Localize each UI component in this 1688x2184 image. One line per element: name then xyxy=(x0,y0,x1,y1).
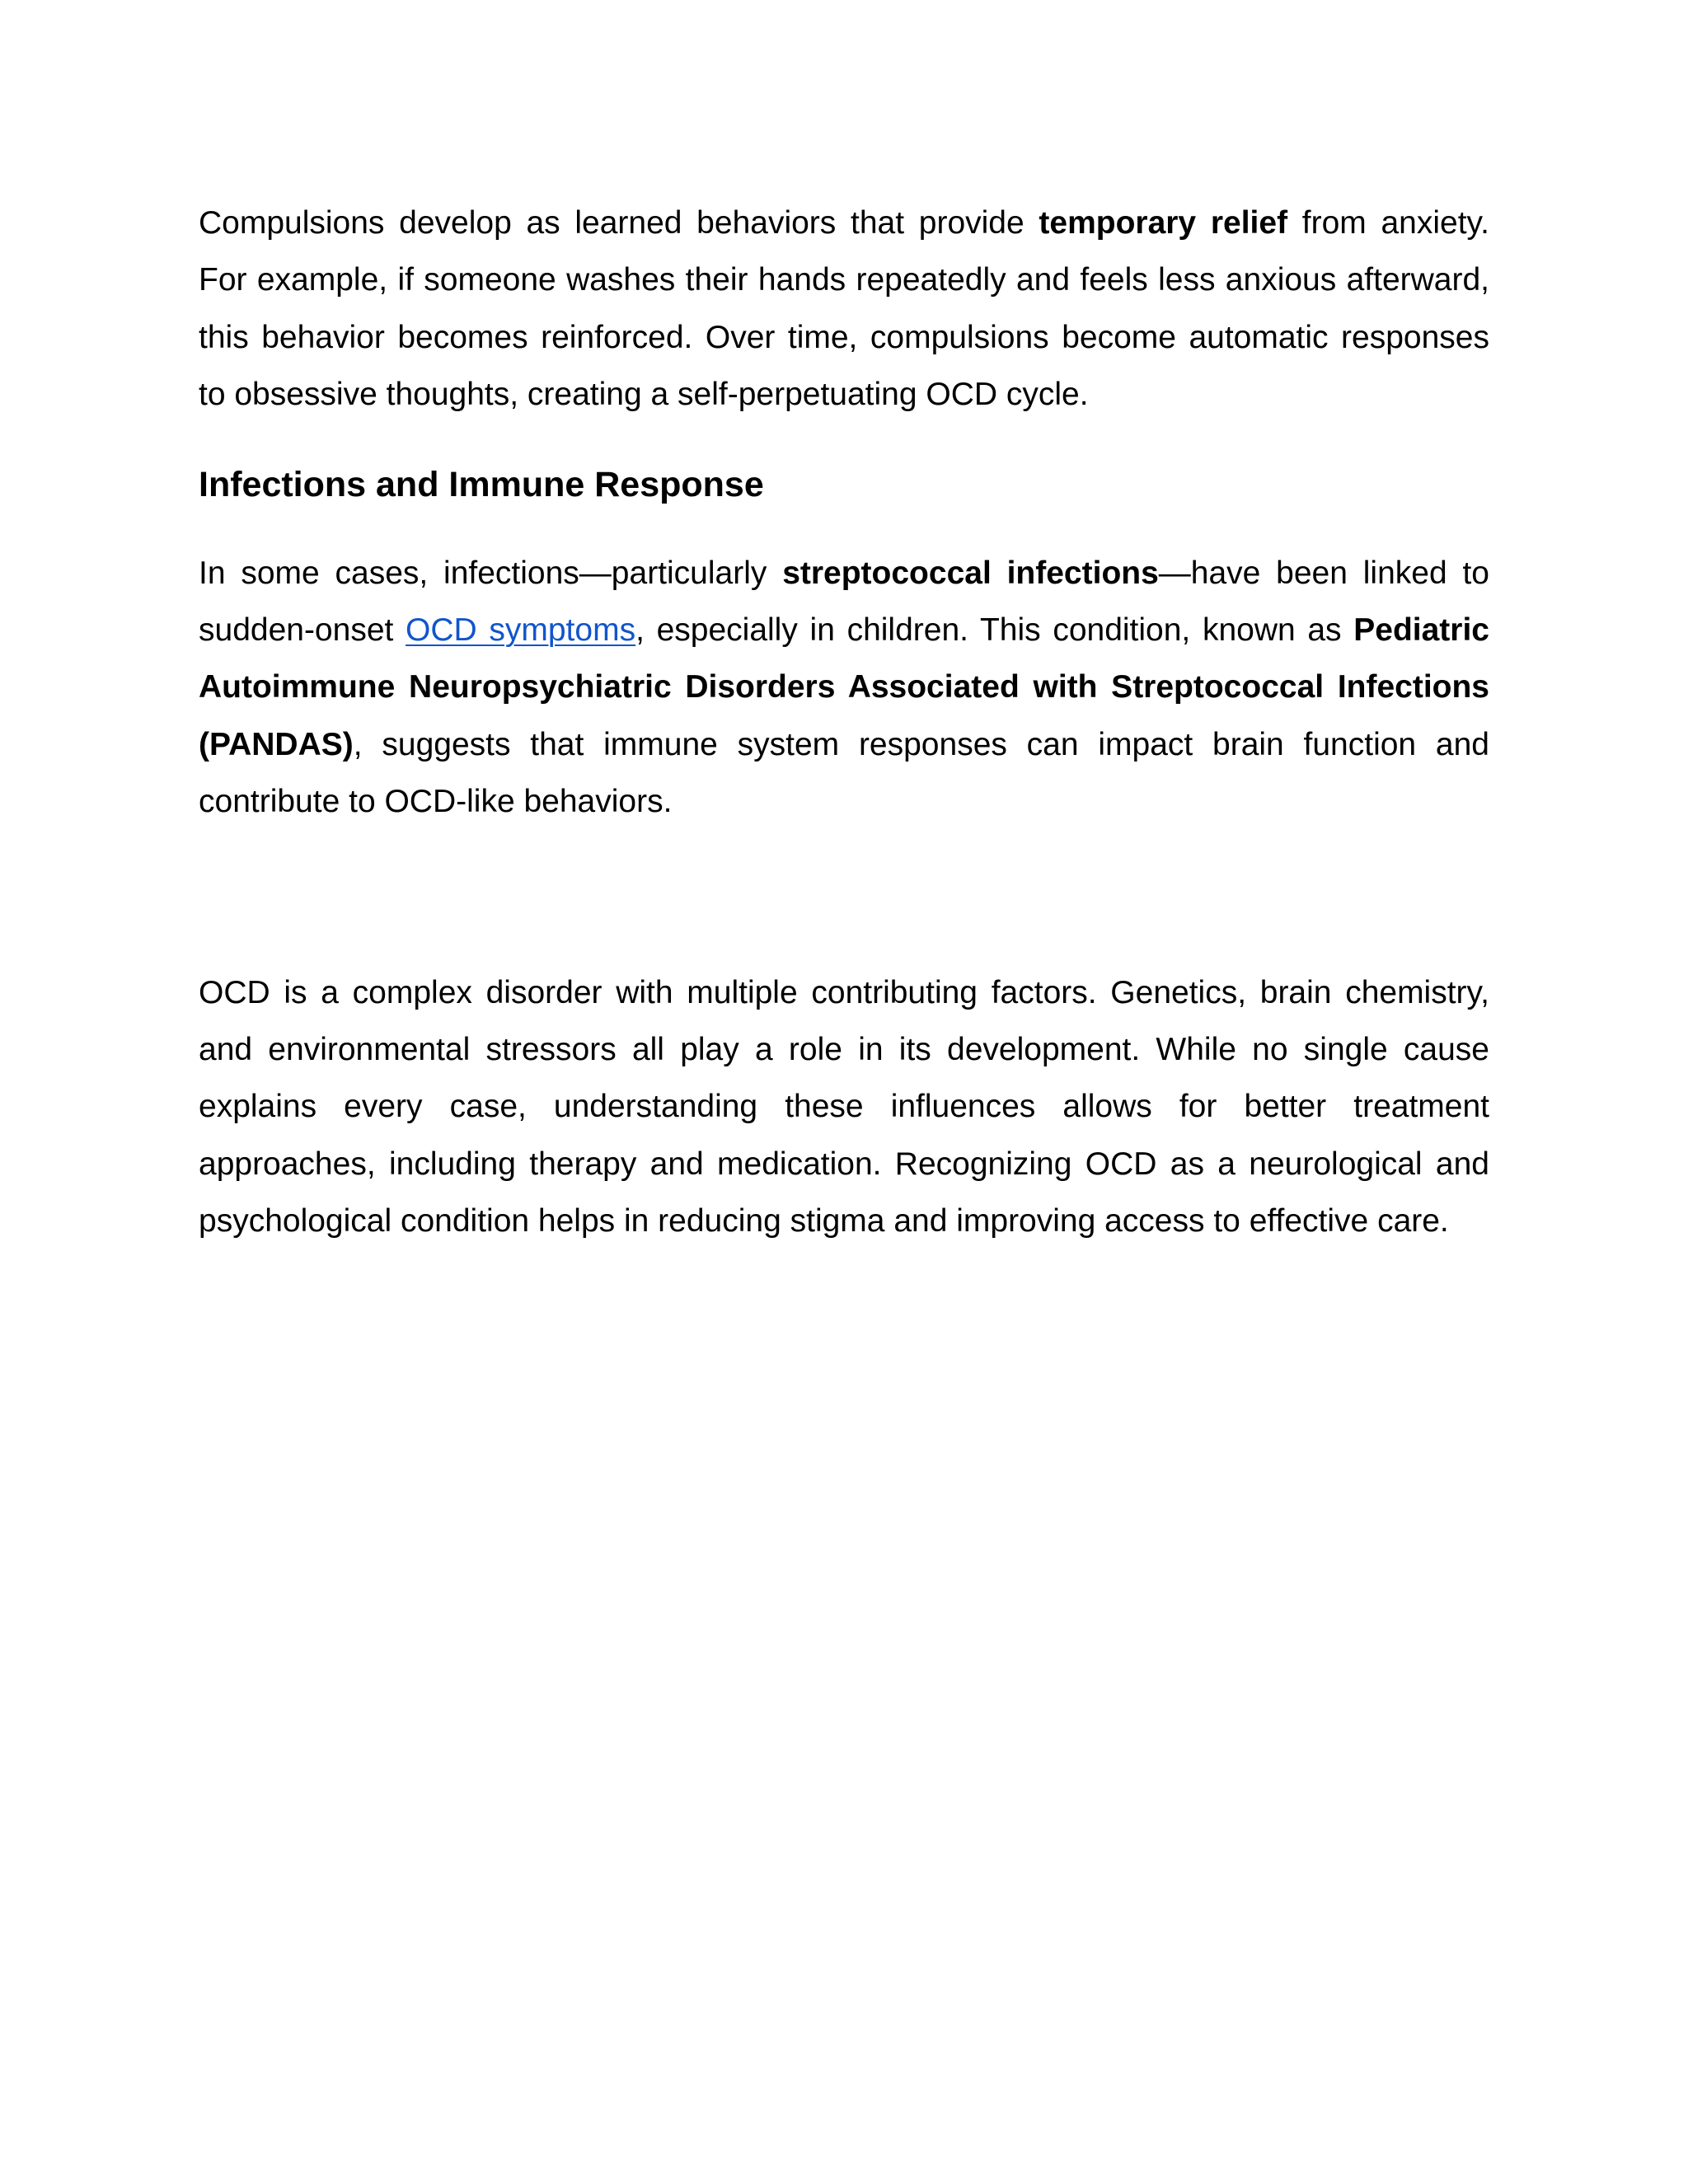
document-page xyxy=(199,194,1489,1250)
paragraph-text: —have been linked to sudden-onset xyxy=(199,555,1489,649)
paragraph-infections xyxy=(199,545,1489,831)
paragraph-text: Compulsions develop as learned behaviors that provide xyxy=(199,205,1039,241)
bold-text-pandas: Pediatric Autoimmune Neuropsychiatric Disorders Associated with Streptococcal Infections (PANDAS) xyxy=(199,612,1489,762)
ocd-symptoms-link[interactable]: OCD symptoms xyxy=(406,612,636,649)
bold-text-temporary-relief: temporary relief xyxy=(1039,205,1288,241)
bold-text-streptococcal: streptococcal infections xyxy=(782,555,1159,591)
paragraph-conclusion: OCD is a complex disorder with multiple contributing factors. Genetics, brain chemistry, and environmental stressors all play a role in its development. While no single cause explains every case, understanding these influences allows for better treatment approaches, including therapy and medication. Recognizing OCD as a neurological and psychological condition helps in reducing stigma and improving access to effective care. xyxy=(199,974,1489,1240)
paragraph-text: from anxiety. For example, if someone washes their hands repeatedly and feels less anxious afterward, this behavior becomes reinforced. Over time, compulsions become automatic responses to obsessive thoughts, creating a self-perpetuating OCD cycle. xyxy=(199,205,1489,413)
paragraph-compulsions xyxy=(199,194,1489,424)
section-heading-infections: Infections and Immune Response xyxy=(199,464,764,504)
paragraph-text: In some cases, infections—particularly xyxy=(199,555,783,591)
paragraph-text: , especially in children. This condition, known as xyxy=(635,612,1354,649)
paragraph-text: , suggests that immune system responses can impact brain function and contribute to OCD-like behaviors. xyxy=(199,726,1489,820)
